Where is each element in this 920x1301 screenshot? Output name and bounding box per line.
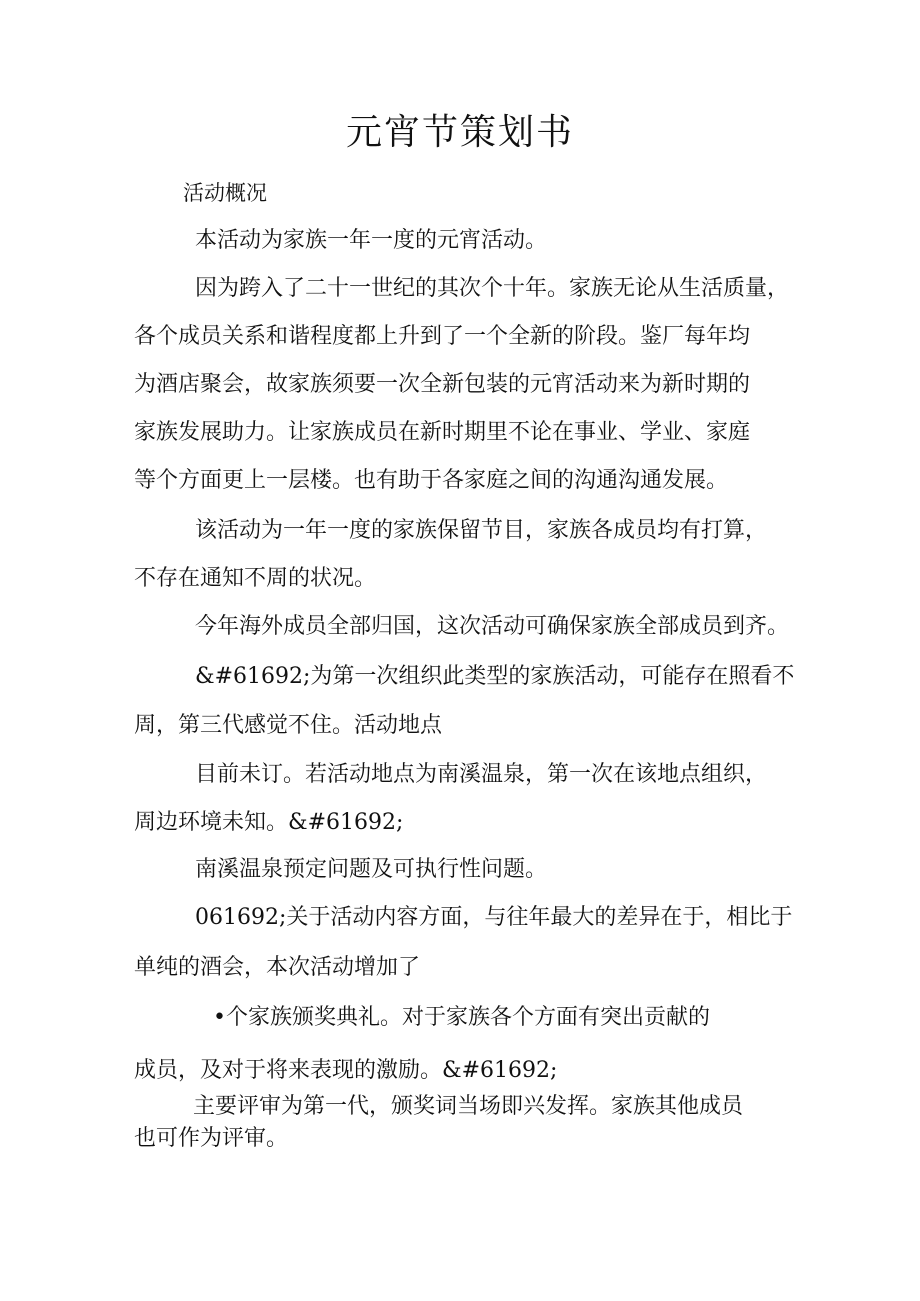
paragraph-line: 061692;关于活动内容方面，与往年最大的差异在于，相比于 [195, 905, 793, 930]
paragraph-line: &#61692;为第一次组织此类型的家族活动，可能存在照看不 [195, 664, 795, 689]
paragraph-line: 成员，及对于将来表现的激励。&#61692; [134, 1058, 558, 1083]
paragraph-line: 因为跨入了二十一世纪的其次个十年。家族无论从生活质量， [195, 276, 790, 301]
paragraph-line: 为酒店聚会，故家族须要一次全新包装的元宵活动来为新时期的 [134, 372, 751, 397]
paragraph-line: 本活动为家族一年一度的元宵活动。 [195, 228, 548, 253]
paragraph-line: 南溪温泉预定问题及可执行性问题。 [195, 857, 548, 882]
paragraph-line: 家族发展助力。让家族成员在新时期里不论在事业、学业、家庭 [134, 420, 751, 445]
paragraph-line: 今年海外成员全部归国，这次活动可确保家族全部成员到齐。 [195, 614, 790, 639]
paragraph-line: 目前未订。若活动地点为南溪温泉，第一次在该地点组织， [195, 762, 768, 787]
paragraph-line: 周，第三代感觉不住。活动地点 [134, 713, 443, 738]
section-heading: 活动概况 [183, 181, 267, 205]
paragraph-line: 该活动为一年一度的家族保留节目，家族各成员均有打算， [195, 518, 768, 543]
paragraph-line: 等个方面更上一层楼。也有助于各家庭之间的沟通沟通发展。 [134, 468, 729, 493]
paragraph-line: 也可作为评审。 [134, 1126, 289, 1151]
paragraph-line: 单纯的酒会，本次活动增加了 [134, 955, 421, 980]
bullet-item: •个家族颁奖典礼。对于家族各个方面有突出贡献的 [213, 1005, 710, 1030]
document-title: 元宵节策划书 [345, 112, 574, 153]
paragraph-line: 不存在通知不周的状况。 [134, 566, 377, 591]
paragraph-line: 周边环境未知。&#61692; [134, 810, 404, 835]
paragraph-line: 各个成员关系和谐程度都上升到了一个全新的阶段。鉴厂每年均 [134, 324, 751, 349]
paragraph-line: 主要评审为第一代，颁奖词当场即兴发挥。家族其他成员 [193, 1094, 744, 1119]
